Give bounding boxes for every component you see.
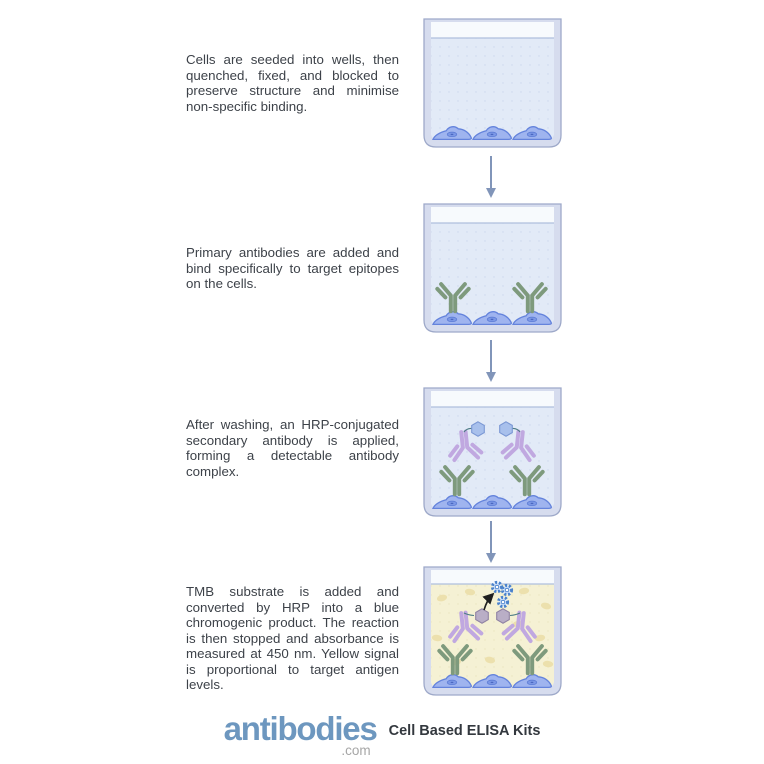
product-title: Cell Based ELISA Kits: [388, 723, 541, 739]
step-2-description: Primary antibodies are added and bind specifically to target epitopes on the cells.: [186, 245, 399, 291]
well-step-2: [420, 203, 565, 333]
well-step-1: [420, 18, 565, 148]
cell-icon: [433, 496, 551, 509]
flow-arrow-icon: [483, 520, 499, 564]
cell-icon: [433, 675, 551, 688]
flow-arrow-icon: [483, 155, 499, 199]
step-4-description: TMB substrate is added and converted by HRP into a blue chromogenic product. The reaction is then stopped and absorbance is measured at 450 nm. Yellow signal is proportional to target antigen levels.: [186, 584, 399, 692]
step-3-description: After washing, an HRP-conjugated secondary antibody is applied, forming a detectable antibody complex.: [186, 417, 399, 479]
cell-icon: [433, 312, 551, 325]
brand-domain-suffix: .com: [341, 743, 371, 758]
brand-logo: [224, 712, 377, 758]
brand-name: antibodies: [223, 710, 377, 747]
cell-icon: [433, 127, 551, 140]
well-step-3: [420, 387, 565, 517]
flow-arrow-icon: [483, 339, 499, 383]
footer: [0, 712, 764, 758]
step-1-description: Cells are seeded into wells, then quenched, fixed, and blocked to preserve structure and minimise non-specific binding.: [186, 52, 399, 114]
well-step-4: [420, 566, 565, 696]
